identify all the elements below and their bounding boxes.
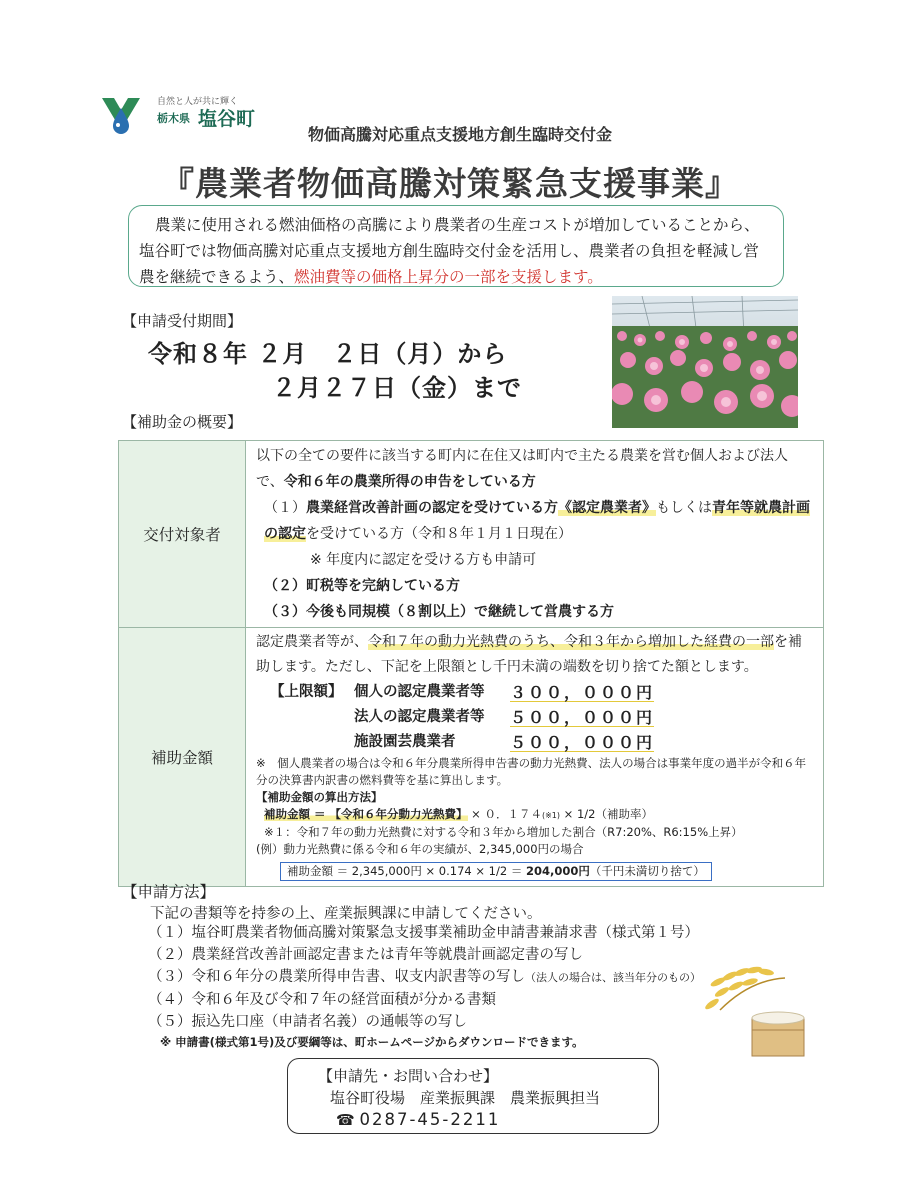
period-end: ２月２７日（金）まで bbox=[272, 374, 522, 402]
limit-amount: ３００，０００円 bbox=[510, 683, 655, 702]
limit-label: 【上限額】 bbox=[270, 684, 343, 700]
eligibility-item1-date: （令和８年１月１日現在） bbox=[404, 526, 572, 542]
limit-row-greenhouse bbox=[256, 730, 813, 755]
period-label: 【申請受付期間】 bbox=[122, 312, 243, 330]
certified-farmer-term: 《認定農業者》 bbox=[558, 500, 656, 516]
method-label: 【申請方法】 bbox=[122, 883, 216, 901]
contact-phone: 0287-45-2211 bbox=[359, 1110, 501, 1129]
amount-lead-a: 認定農業者等が、 bbox=[256, 634, 368, 650]
amount-lead-c: を補助します。ただし、下記を上限額とし千円未満の端数を切り捨てた額とします。 bbox=[256, 634, 802, 675]
example-note: (例）動力光熱費に係る令和６年の実績が、2,345,000円の場合 bbox=[256, 842, 584, 856]
contact-office: 塩谷町役場 産業振興課 農業振興担当 bbox=[330, 1089, 601, 1107]
limit-who: 個人の認定農業者等 bbox=[354, 684, 485, 700]
amount-lead-highlight: 令和７年の動力光熱費のうち、令和３年から増加した経費の一部 bbox=[368, 634, 774, 650]
eligibility-item1-number: （１） bbox=[264, 500, 306, 516]
eligibility-item1-note: ※ 年度内に認定を受ける方も申請可 bbox=[310, 552, 537, 568]
calculation-title: 【補助金額の算出方法】 bbox=[256, 790, 383, 804]
intro-text: 農業に使用される燃油価格の高騰により農業者の生産コストが増加していることから、塩谷町では物価高騰対応重点支援地方創生臨時交付金を活用し、農業者の負担を軽減し営農を継続できるよう、 bbox=[139, 216, 760, 286]
example-calculation-box bbox=[280, 862, 712, 881]
list-item: （２）農業経営改善計画認定書または青年等就農計画認定書の写し bbox=[148, 947, 583, 963]
eligibility-item1-text: 農業経営改善計画の認定を受けている方 bbox=[306, 500, 558, 516]
rate-note: ※１：令和７年の動力光熱費に対する令和３年から増加した割合（R7:20%、R6:15%上昇） bbox=[264, 825, 743, 839]
eligibility-item3: （３）今後も同規模（８割以上）で継続して営農する方 bbox=[264, 604, 614, 620]
corporate-note: （法人の場合は、該当年分のもの） bbox=[525, 971, 701, 984]
eligibility-cell bbox=[246, 441, 824, 628]
list-item: （５）振込先口座（申請者名義）の通帳等の写し bbox=[148, 1014, 467, 1030]
eligibility-item1-or: もしくは bbox=[656, 500, 712, 516]
limit-amount: ５００，０００円 bbox=[510, 733, 655, 752]
limit-who: 施設園芸農業者 bbox=[354, 734, 456, 750]
formula-rate: × ０．１７４ bbox=[471, 807, 542, 821]
formula-main: 補助金額 ＝ 【令和６年分動力光熱費】 bbox=[264, 807, 468, 821]
list-item: （４）令和６年及び令和７年の経営面積が分かる書類 bbox=[148, 992, 496, 1008]
list-item: （３）令和６年分の農業所得申告書、収支内訳書等の写し（法人の場合は、該当年分のもの） bbox=[148, 969, 701, 985]
intro-box bbox=[128, 205, 784, 287]
limit-who: 法人の認定農業者等 bbox=[354, 709, 485, 725]
intro-highlight: 燃油費等の価格上昇分の一部を支援します。 bbox=[294, 268, 603, 286]
download-note: ※ 申請書(様式第1号)及び要綱等は、町ホームページからダウンロードできます。 bbox=[160, 1035, 584, 1049]
town-tagline: 自然と人が共に輝く bbox=[157, 97, 239, 107]
formula-footnote-mark: (※1) bbox=[541, 811, 561, 820]
contact-box bbox=[287, 1058, 659, 1134]
formula-subsidy-rate: × 1/2（補助率） bbox=[563, 807, 653, 821]
eligibility-lead: 以下の全ての要件に該当する町内に在住又は町内で主たる農業を営む個人および法人で、 bbox=[256, 448, 788, 490]
required-documents-list bbox=[148, 922, 788, 1033]
table-row bbox=[119, 441, 824, 628]
limit-row-corporate bbox=[256, 705, 813, 730]
list-item: （１）塩谷町農業者物価高騰対策緊急支援事業補助金申請書兼請求書（様式第１号） bbox=[148, 925, 699, 941]
eligibility-heading: 交付対象者 bbox=[119, 441, 246, 628]
young-farmer-plan-term: 青年等就農計画の認定 bbox=[264, 500, 810, 542]
town-emblem-icon bbox=[100, 94, 142, 138]
grant-name: 物価高騰対応重点支援地方創生臨時交付金 bbox=[308, 125, 613, 144]
eligibility-item2: （２）町税等を完納している方 bbox=[264, 578, 460, 594]
overview-label: 【補助金の概要】 bbox=[122, 413, 243, 431]
example-result: 204,000円 bbox=[525, 864, 590, 878]
method-intro: 下記の書類等を持参の上、産業振興課に申請してください。 bbox=[150, 906, 542, 922]
contact-label: 【申請先・お問い合わせ】 bbox=[318, 1067, 499, 1085]
example-rounding: （千円未満切り捨て） bbox=[589, 864, 705, 878]
amount-heading: 補助金額 bbox=[119, 628, 246, 887]
page-title: 『農業者物価高騰対策緊急支援事業』 bbox=[161, 164, 739, 203]
calculation-basis-note: ※ 個人農業者の場合は令和６年分農業所得申告書の動力光熱費、法人の場合は事業年度の過半が令和６年分の決算書内訳書の燃料費等を基に算出します。 bbox=[256, 756, 807, 787]
limit-row-individual bbox=[256, 680, 813, 705]
limit-amount: ５００，０００円 bbox=[510, 708, 655, 727]
table-row bbox=[119, 628, 824, 887]
prefecture-label: 栃木県 bbox=[157, 112, 190, 125]
period-start: 令和８年 ２月 ２日（月）から bbox=[148, 340, 508, 368]
amount-cell bbox=[246, 628, 824, 887]
example-formula: 補助金額 ＝ 2,345,000円 × 0.174 × 1/2 ＝ bbox=[287, 864, 526, 878]
town-name: 塩谷町 bbox=[198, 108, 256, 130]
phone-icon: ☎ bbox=[336, 1111, 355, 1129]
rice-illustration-icon bbox=[700, 960, 810, 1060]
eligibility-item1-tail: を受けている方 bbox=[306, 526, 404, 542]
subsidy-overview-table bbox=[118, 440, 824, 887]
greenhouse-flower-photo bbox=[612, 296, 798, 428]
eligibility-lead-bold: 令和６年の農業所得の申告をしている方 bbox=[283, 474, 536, 490]
